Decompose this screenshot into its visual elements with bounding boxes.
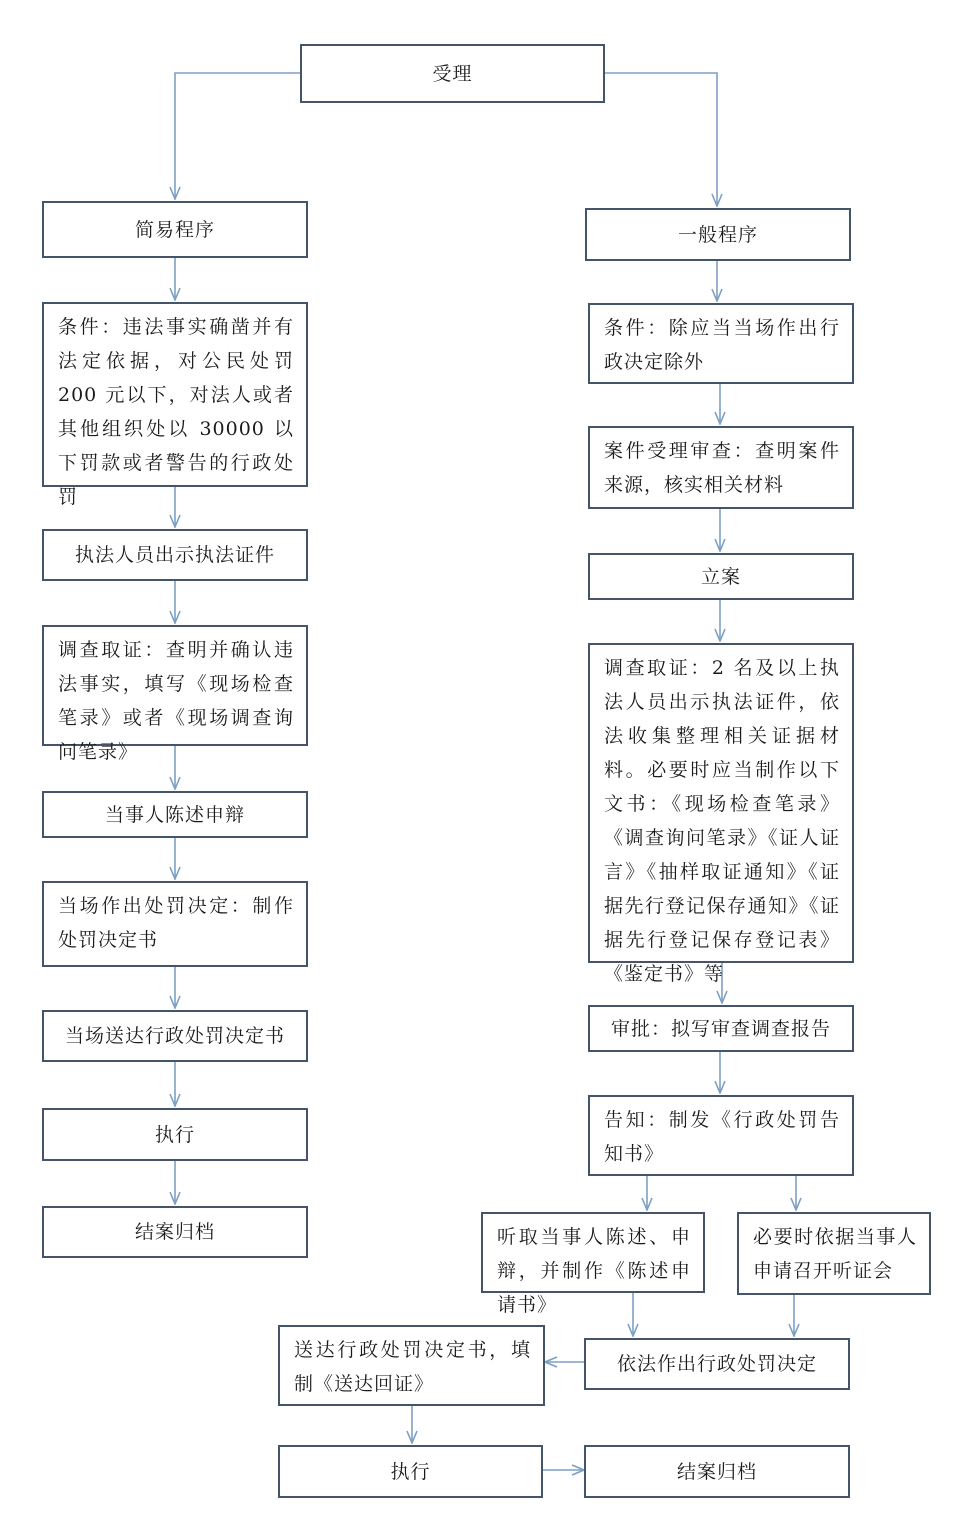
accept-label: 受理: [432, 62, 473, 85]
simple-condition-text: 条件：违法事实确凿并有法定依据，对公民处罚 200 元以下，对法人或者其他组织处以 30000 以下罚款或者警告的行政处罚: [58, 316, 294, 508]
simple-condition-box: [42, 302, 308, 508]
simple-decision-box: [42, 881, 308, 967]
simple-show-id-box: [42, 529, 308, 581]
simple-execute-box: [42, 1108, 308, 1161]
arrow-accept-to-simple: [175, 73, 300, 199]
simple-archive-label: 结案归档: [134, 1221, 215, 1243]
general-archive-box: [584, 1445, 850, 1498]
simple-investigate-text: 调查取证：查明并确认违法事实，填写《现场检查笔录》或者《现场调查询问笔录》: [58, 639, 294, 763]
general-deliver-text: 送达行政处罚决定书，填制《送达回证》: [294, 1339, 531, 1395]
simple-execute-label: 执行: [154, 1123, 195, 1146]
general-execute-label: 执行: [390, 1460, 431, 1483]
general-condition-box: [588, 303, 854, 384]
general-hearing-text: 必要时依据当事人申请召开听证会: [753, 1226, 917, 1282]
simple-statement-box: [42, 791, 308, 838]
simple-deliver-label: 当场送达行政处罚决定书: [64, 1025, 285, 1047]
simple-investigate-box: [42, 625, 308, 763]
general-deliver-box: [278, 1325, 545, 1406]
general-archive-label: 结案归档: [676, 1460, 757, 1483]
accept-box: [300, 44, 605, 103]
general-filing-label: 立案: [700, 565, 741, 588]
simple-archive-box: [42, 1206, 308, 1258]
general-execute-box: [278, 1445, 543, 1498]
general-investigate-text: 调查取证：2 名及以上执法人员出示执法证件，依法收集整理相关证据材料。必要时应当制作以下文书：《现场检查笔录》《调查询问笔录》《证人证言》《抽样取证通知》《证据先行登记保存通知》《证据先行登记保存登记表》《鉴定书》等: [604, 657, 840, 985]
simple-statement-label: 当事人陈述申辩: [104, 803, 245, 826]
general-condition-text: 条件：除应当当场作出行政决定除外: [604, 317, 840, 373]
general-procedure-box: [585, 208, 851, 261]
simple-show-id-label: 执法人员出示执法证件: [74, 544, 275, 566]
general-procedure-label: 一般程序: [677, 223, 758, 246]
general-filing-box: [588, 553, 854, 600]
general-approval-label: 审批：拟写审查调查报告: [610, 1017, 831, 1040]
simple-procedure-box: [42, 201, 308, 258]
general-decision-label: 依法作出行政处罚决定: [616, 1353, 817, 1375]
general-notice-box: [588, 1095, 854, 1176]
simple-decision-text: 当场作出处罚决定：制作处罚决定书: [58, 895, 294, 951]
general-hear-statement-text: 听取当事人陈述、申辩，并制作《陈述申请书》: [497, 1226, 691, 1316]
general-investigate-box: [588, 643, 854, 985]
general-approval-box: [588, 1005, 854, 1052]
general-review-box: [588, 426, 854, 509]
general-review-text: 案件受理审查：查明案件来源，核实相关材料: [604, 440, 840, 496]
arrow-accept-to-general: [604, 73, 717, 206]
general-notice-text: 告知：制发《行政处罚告知书》: [604, 1109, 840, 1165]
simple-procedure-label: 简易程序: [134, 218, 215, 241]
general-hear-statement-box: [481, 1212, 705, 1316]
simple-deliver-box: [42, 1010, 308, 1062]
general-hearing-box: [737, 1212, 931, 1295]
general-decision-box: [584, 1338, 850, 1390]
